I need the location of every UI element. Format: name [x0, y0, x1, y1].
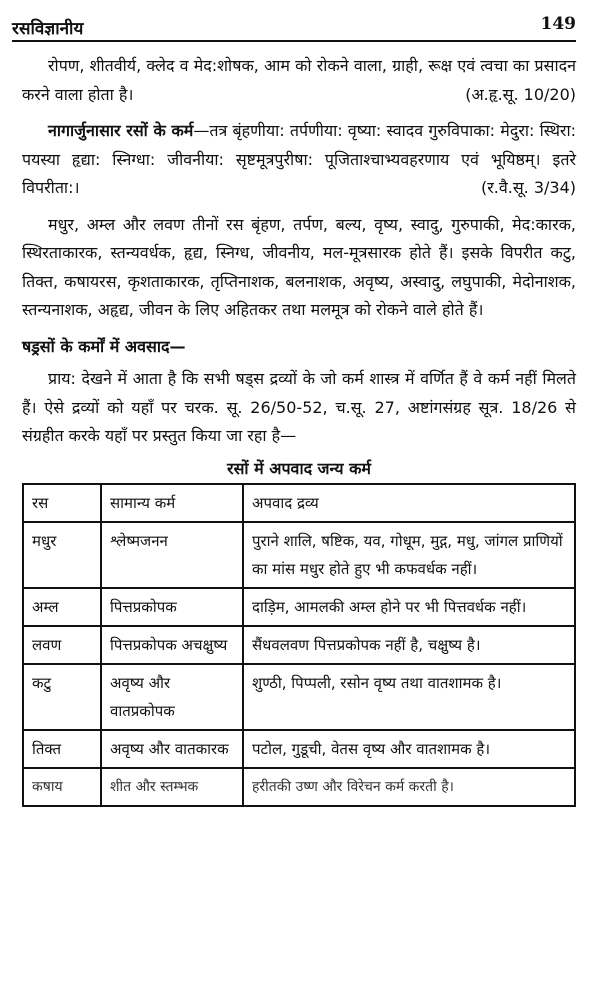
paragraph-1-line-1: रोपण, शीतवीर्य, क्लेद व मेद:शोषक, आम को रोकने वाला, ग्राही, रूक्ष — [48, 56, 453, 75]
page-body — [22, 52, 576, 807]
paragraph-2 — [22, 117, 576, 203]
paragraph-1-line-2: एवं त्वचा का प्रसादन करने वाला होता है। — [22, 56, 576, 104]
table-row — [23, 588, 575, 626]
cell-exception: पुराने शालि, षष्टिक, यव, गोधूम, मुद्ग, मधु, जांगल प्राणियों का मांस मधुर होते हुए भी कफवर्धक नहीं। — [243, 522, 575, 588]
header-exception-drugs: अपवाद द्रव्य — [243, 484, 575, 522]
cell-rasa: अम्ल — [23, 588, 101, 626]
table-row — [23, 626, 575, 664]
table-row — [23, 522, 575, 588]
cell-exception: पटोल, गुडूची, वेतस वृष्य और वातशामक है। — [243, 730, 575, 768]
table-row — [23, 730, 575, 768]
cell-normal-action: पित्तप्रकोपक अचक्षुष्य — [101, 626, 243, 664]
table-header-row — [23, 484, 575, 522]
page-number: 149 — [540, 14, 576, 34]
exceptions-table — [22, 483, 576, 807]
reference-2: (र.वै.सू. 3/34) — [480, 178, 576, 197]
cell-rasa: कषाय — [23, 768, 101, 806]
cell-rasa: मधुर — [23, 522, 101, 588]
cell-exception: सैंधवलवण पित्तप्रकोपक नहीं है, चक्षुष्य है। — [243, 626, 575, 664]
cell-exception: शुण्ठी, पिप्पली, रसोन वृष्य तथा वातशामक है। — [243, 664, 575, 730]
chapter-title: रसविज्ञानीय — [12, 19, 84, 39]
cell-rasa: लवण — [23, 626, 101, 664]
reference-1: (अ.हृ.सू. 10/20) — [465, 84, 576, 104]
table-row — [23, 768, 575, 806]
table-caption: रसों में अपवाद जन्य कर्म — [227, 458, 371, 478]
running-header — [12, 14, 576, 42]
paragraph-1 — [22, 52, 576, 109]
paragraph-3: मधुर, अम्ल और लवण तीनों रस बृंहण, तर्पण, बल्य, वृष्य, स्वादु, गुरुपाकी, मेद:कारक, स्थिरताकारक, स्तन्यवर्धक, हृद्य, स्निग्ध, जीवनीय, मल-मूत्रसारक होते हैं। इसके विपरीत कटु, तिक्त, कषायरस, कृशताकारक, तृप्तिनाशक, बलनाशक, अवृष्य, अस्वादु, लघुपाकी, मेदोनाशक, स्तन्यनाशक, अहृद्य, जीवन के लिए अहितकर तथा मलमूत्र को रोकने वाले होते हैं। — [22, 214, 576, 319]
header-rasa: रस — [23, 484, 101, 522]
header-normal-action: सामान्य कर्म — [101, 484, 243, 522]
table-row — [23, 664, 575, 730]
cell-normal-action: अवृष्य और वातप्रकोपक — [101, 664, 243, 730]
section-paragraph: प्राय: देखने में आता है कि सभी षड्स द्रव्यों के जो कर्म शास्त्र में वर्णित हैं वे कर्म नहीं मिलते हैं। ऐसे द्रव्यों को यहाँ पर चरक. सू. 26/50-52, च.सू. 27, अष्टांगसंग्रह सूत्र. 18/26 से संग्रहीत करके यहाँ पर प्रस्तुत किया जा रहा है— — [22, 369, 576, 445]
cell-normal-action: शीत और स्तम्भक — [101, 768, 243, 806]
cell-exception: दाड़िम, आमलकी अम्ल होने पर भी पित्तवर्धक नहीं। — [243, 588, 575, 626]
cell-normal-action: श्लेष्मजनन — [101, 522, 243, 588]
cell-exception: हरीतकी उष्ण और विरेचन कर्म करती है। — [243, 768, 575, 806]
paragraph-2-text: —तत्र बृंहणीया: तर्पणीया: वृष्या: स्वादव गुरुविपाका: मेदुरा: स्थिरा: पयस्या हृद्या: स्निग्धा: जीवनीया: सृष्टमूत्रपुरीषा: पूजिताश्चाभ्यवहरणाय एवं भूयिष्ठम्। इतरे विपरीता:। — [22, 121, 576, 197]
section-heading: षड्रसों के कर्मों में अवसाद— — [22, 336, 186, 356]
cell-rasa: तिक्त — [23, 730, 101, 768]
cell-normal-action: अवृष्य और वातकारक — [101, 730, 243, 768]
paragraph-2-heading: नागार्जुनासार रसों के कर्म — [48, 121, 194, 140]
cell-normal-action: पित्तप्रकोपक — [101, 588, 243, 626]
cell-rasa: कटु — [23, 664, 101, 730]
